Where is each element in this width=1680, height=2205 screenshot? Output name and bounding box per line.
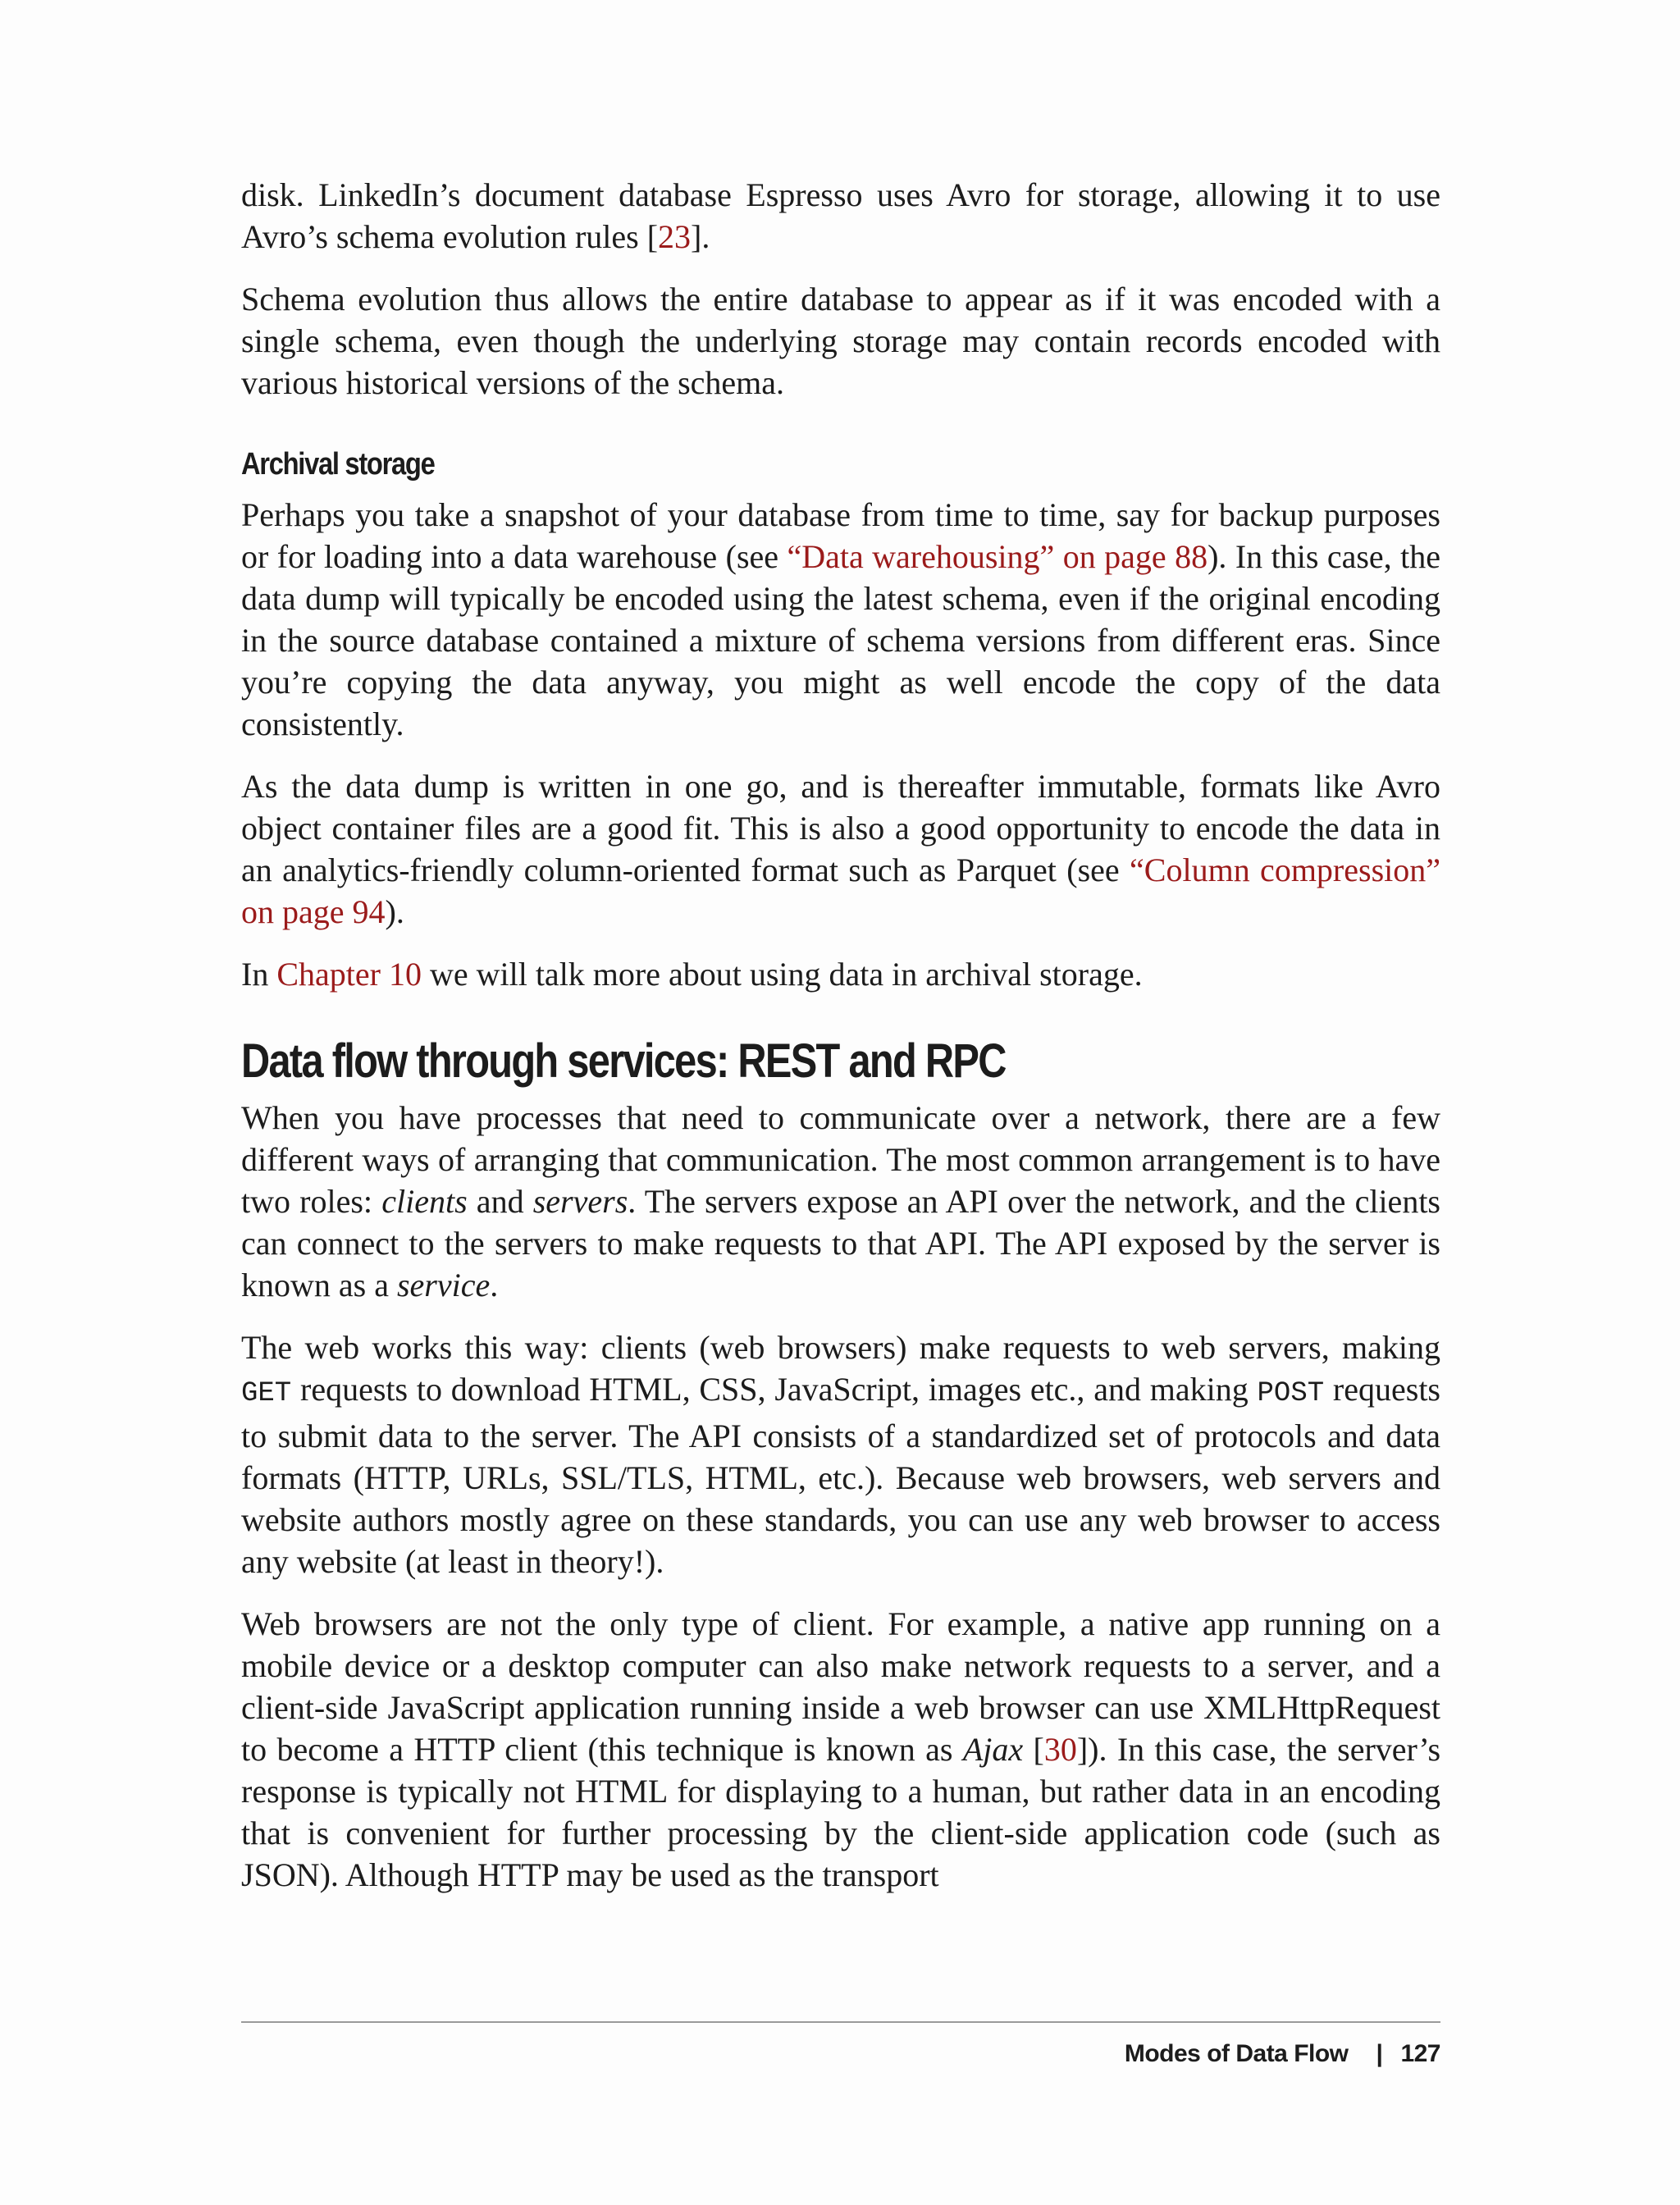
footer-divider [241,2021,1440,2023]
paragraph-snapshot: Perhaps you take a snapshot of your database from time to time, say for backup purposes or for loading into a data warehouse (see “Data warehousing” on page 88). In this case, the data dump will typically be encoded using the latest schema, even if the original encoding in the source database contained a mixture of schema versions from different eras. Since you’re copying the data anyway, you might as well encode the copy of the data consistently. [241,496,1440,742]
code-post: POST [1257,1378,1325,1409]
paragraph-chapter-10: In Chapter 10 we will talk more about using data in archival storage. [241,956,1143,993]
paragraph-browsers-clients: Web browsers are not the only type of client. For example, a native app running on a mobile device or a desktop computer can also make network requests to a server, and a client-side JavaScript application running inside a web browser can use XMLHttpRequest to become a HTTP client (this technique is known as Ajax [30]). In this case, the server’s response is typically not HTML for displaying to a human, but rather data in an encoding that is convenient for further processing by the client-side application code (such as JSON). Although HTTP may be used as the transport [241,1605,1441,1893]
link-chapter-10[interactable]: Chapter 10 [276,956,422,993]
page-footer [241,2038,1440,2070]
link-column-compression[interactable]: “Column compression” on page 94 [241,851,1441,930]
paragraph-espresso: disk. LinkedIn’s document database Espresso uses Avro for storage, allowing it to use Avro’s schema evolution rules [23]. [241,176,1440,255]
footer-separator: | [1376,2040,1383,2067]
page-number: 127 [1400,2040,1440,2067]
paragraph-data-dump: As the data dump is written in one go, and is thereafter immutable, formats like Avro object container files are a good fit. This is also a good opportunity to encode the data in an analytics-friendly column-oriented format such as Parquet (see “Column compression” on page 94). [241,768,1441,930]
footer-section-title: Modes of Data Flow [1124,2040,1349,2067]
citation-link-23[interactable]: 23 [658,218,692,255]
link-data-warehousing[interactable]: “Data warehousing” on page 88 [787,538,1208,575]
paragraph-clients-servers: When you have processes that need to communicate over a network, there are a few different ways of arranging that communication. The most common arrangement is to have two roles: clients and servers. The servers expose an API over the network, and the clients can connect to the servers to make requests to that API. The API exposed by the server is known as a service. [241,1099,1440,1303]
heading-rest-rpc: Data flow through services: REST and RPC [241,1034,1006,1088]
citation-link-30[interactable]: 30 [1043,1731,1077,1768]
page-body [241,174,1440,1916]
code-get: GET [241,1378,292,1409]
heading-archival-storage: Archival storage [241,447,435,482]
paragraph-web-works: The web works this way: clients (web browsers) make requests to web servers, making GET requests to download HTML, CSS, JavaScript, images etc., and making POST requests to submit data to the server. The API consists of a standardized set of protocols and data formats (HTTP, URLs, SSL/TLS, HTML, etc.). Because web browsers, web servers and website authors mostly agree on these standards, you can use any web browser to access any website (at least in theory!). [241,1329,1440,1580]
paragraph-schema-evolution: Schema evolution thus allows the entire database to appear as if it was encoded with a single schema, even though the underlying storage may contain records encoded with various historical versions of the schema. [241,281,1440,401]
